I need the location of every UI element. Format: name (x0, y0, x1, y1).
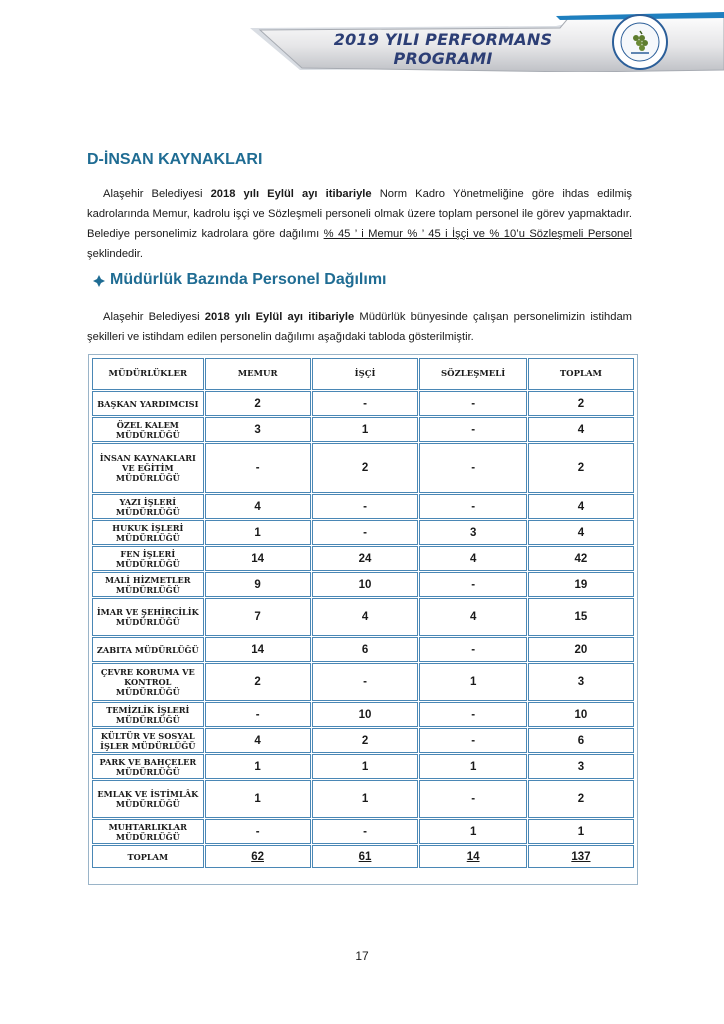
row-memur: 1 (205, 754, 311, 779)
header-mudurlukler: MÜDÜRLÜKLER (92, 358, 204, 390)
row-name: ZABITA MÜDÜRLÜĞÜ (92, 637, 204, 662)
total-toplam: 137 (528, 845, 634, 868)
total-label: TOPLAM (92, 845, 204, 868)
row-isci: 6 (312, 637, 419, 662)
row-isci: 1 (312, 780, 419, 818)
row-toplam: 2 (528, 443, 634, 493)
table-row (92, 546, 634, 571)
row-name: PARK VE BAHÇELER MÜDÜRLÜĞÜ (92, 754, 204, 779)
row-name: İNSAN KAYNAKLARI VE EĞİTİM MÜDÜRLÜĞÜ (92, 443, 204, 493)
row-name: MUHTARLIKLAR MÜDÜRLÜĞÜ (92, 819, 204, 844)
section-title: D-İNSAN KAYNAKLARI (87, 151, 263, 168)
row-memur: 4 (205, 494, 311, 519)
row-name: YAZI İŞLERİ MÜDÜRLÜĞÜ (92, 494, 204, 519)
row-memur: 1 (205, 520, 311, 545)
table-intro-date-bold: 2018 yılı Eylül ayı itibariyle (204, 311, 355, 323)
row-memur: 4 (205, 728, 311, 753)
table-row (92, 572, 634, 597)
intro-text-2: Norm Kadro Yönetmeliğine göre ihdas edilmiş kadrolarında Memur, kadrolu işçi ve Sözleşmeli personeli olmak üzere toplam personel ile görev yapmaktadır. Belediye personelimiz kadrolara göre dağılımı (87, 188, 632, 240)
row-isci: 24 (312, 546, 419, 571)
row-name: HUKUK İŞLERİ MÜDÜRLÜĞÜ (92, 520, 204, 545)
row-toplam: 4 (528, 494, 634, 519)
table-header-row (92, 358, 634, 390)
row-sozlesmeli: 1 (419, 754, 526, 779)
header-memur: MEMUR (205, 358, 311, 390)
municipality-logo (611, 13, 669, 71)
table-row (92, 520, 634, 545)
row-name: EMLAK VE İSTİMLÂK MÜDÜRLÜĞÜ (92, 780, 204, 818)
row-isci: 10 (312, 572, 419, 597)
personnel-table (91, 357, 635, 869)
row-toplam: 2 (528, 391, 634, 416)
table-row (92, 598, 634, 636)
intro-distribution-underline: % 45 ’ i Memur % ’ 45 i İşçi ve % 10’u Sözleşmeli Personel (323, 228, 632, 240)
total-isci: 61 (312, 845, 419, 868)
header-isci: İŞÇİ (312, 358, 419, 390)
row-sozlesmeli: - (419, 728, 526, 753)
row-sozlesmeli: - (419, 780, 526, 818)
row-sozlesmeli: 4 (419, 546, 526, 571)
row-sozlesmeli: 4 (419, 598, 526, 636)
personnel-table-frame (88, 354, 638, 885)
row-memur: 1 (205, 780, 311, 818)
total-sozlesmeli: 14 (419, 845, 526, 868)
row-sozlesmeli: - (419, 417, 526, 442)
table-total-row (92, 845, 634, 868)
table-row (92, 391, 634, 416)
row-isci: 4 (312, 598, 419, 636)
table-row (92, 728, 634, 753)
page-number: 17 (355, 949, 369, 963)
table-row (92, 637, 634, 662)
row-memur: 9 (205, 572, 311, 597)
subsection-title: Müdürlük Bazında Personel Dağılımı (110, 271, 387, 288)
row-isci: 2 (312, 728, 419, 753)
header-sozlesmeli: SÖZLEŞMELİ (419, 358, 526, 390)
intro-date-bold: 2018 yılı Eylül ayı itibariyle (210, 188, 372, 200)
row-toplam: 4 (528, 520, 634, 545)
table-row (92, 443, 634, 493)
diamond-bullet-icon (92, 274, 106, 288)
row-name: ÖZEL KALEM MÜDÜRLÜĞÜ (92, 417, 204, 442)
table-row (92, 780, 634, 818)
row-name: BAŞKAN YARDIMCISI (92, 391, 204, 416)
row-memur: - (205, 819, 311, 844)
row-sozlesmeli: - (419, 443, 526, 493)
row-sozlesmeli: - (419, 572, 526, 597)
intro-paragraph (87, 184, 632, 264)
row-toplam: 19 (528, 572, 634, 597)
row-isci: - (312, 494, 419, 519)
header-toplam: TOPLAM (528, 358, 634, 390)
row-toplam: 15 (528, 598, 634, 636)
row-sozlesmeli: 1 (419, 819, 526, 844)
row-memur: - (205, 443, 311, 493)
row-toplam: 20 (528, 637, 634, 662)
row-toplam: 2 (528, 780, 634, 818)
row-memur: 2 (205, 391, 311, 416)
row-name: TEMİZLİK İŞLERİ MÜDÜRLÜĞÜ (92, 702, 204, 727)
table-intro-text-2: Müdürlük bünyesinde çalışan personelimizin istihdam şekilleri ve istihdam edilen personelin dağılımı aşağıdaki tabloda gösterilmiştir. (87, 311, 632, 343)
row-sozlesmeli: - (419, 637, 526, 662)
table-intro-paragraph (87, 307, 632, 347)
intro-text-3: şeklindedir. (87, 248, 143, 260)
row-sozlesmeli: - (419, 391, 526, 416)
row-name: İMAR VE ŞEHİRCİLİK MÜDÜRLÜĞÜ (92, 598, 204, 636)
row-isci: 2 (312, 443, 419, 493)
row-memur: - (205, 702, 311, 727)
table-row (92, 754, 634, 779)
banner-title: 2019 YILI PERFORMANS PROGRAMI (333, 30, 553, 68)
intro-text-1: Alaşehir Belediyesi (103, 188, 211, 200)
row-memur: 14 (205, 546, 311, 571)
row-toplam: 3 (528, 754, 634, 779)
row-memur: 7 (205, 598, 311, 636)
row-toplam: 1 (528, 819, 634, 844)
row-sozlesmeli: - (419, 494, 526, 519)
row-name: KÜLTÜR VE SOSYAL İŞLER MÜDÜRLÜĞÜ (92, 728, 204, 753)
table-row (92, 702, 634, 727)
table-row (92, 417, 634, 442)
row-sozlesmeli: 3 (419, 520, 526, 545)
row-memur: 2 (205, 663, 311, 701)
table-row (92, 819, 634, 844)
row-isci: - (312, 819, 419, 844)
row-isci: - (312, 391, 419, 416)
row-toplam: 42 (528, 546, 634, 571)
row-isci: - (312, 520, 419, 545)
row-memur: 14 (205, 637, 311, 662)
table-row (92, 663, 634, 701)
row-isci: - (312, 663, 419, 701)
row-sozlesmeli: - (419, 702, 526, 727)
row-name: ÇEVRE KORUMA VE KONTROL MÜDÜRLÜĞÜ (92, 663, 204, 701)
table-intro-text-1: Alaşehir Belediyesi (103, 311, 205, 323)
row-toplam: 6 (528, 728, 634, 753)
row-isci: 1 (312, 754, 419, 779)
row-name: MALİ HİZMETLER MÜDÜRLÜĞÜ (92, 572, 204, 597)
row-name: FEN İŞLERİ MÜDÜRLÜĞÜ (92, 546, 204, 571)
row-toplam: 4 (528, 417, 634, 442)
table-row (92, 494, 634, 519)
row-isci: 10 (312, 702, 419, 727)
row-toplam: 10 (528, 702, 634, 727)
row-sozlesmeli: 1 (419, 663, 526, 701)
row-isci: 1 (312, 417, 419, 442)
row-memur: 3 (205, 417, 311, 442)
total-memur: 62 (205, 845, 311, 868)
row-toplam: 3 (528, 663, 634, 701)
